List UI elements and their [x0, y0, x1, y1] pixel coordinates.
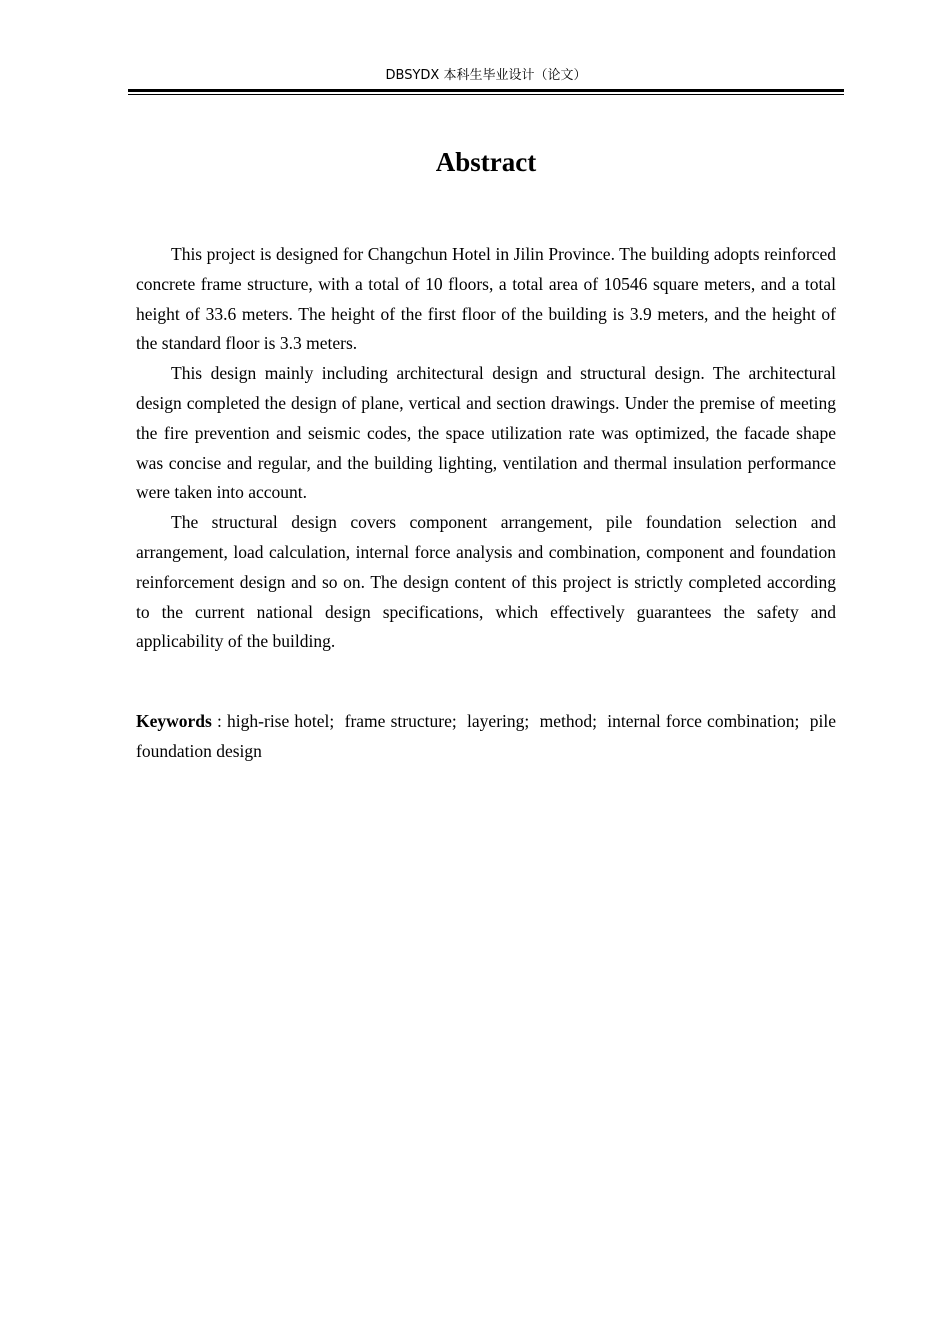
- abstract-paragraph-2: This design mainly including architectural design and structural design. The architectural design completed the design of plane, vertical and section drawings. Under the premise of meeting the fire prevention and seismic codes, the space utilization rate was optimized, the facade shape was concise and regular, and the building lighting, ventilation and thermal insulation performance were taken into account.: [136, 363, 836, 503]
- page-title: Abstract: [435, 147, 537, 177]
- page-header: DBSYDX 本科生毕业设计（论文）: [385, 68, 587, 83]
- abstract-paragraph-1: This project is designed for Changchun Hotel in Jilin Province. The building adopts reinforced concrete frame structure, with a total of 10 floors, a total area of 10546 square meters, and a total height of 33.6 meters. The height of the first floor of the building is 3.9 meters, and the height of the standard floor is 3.3 meters.: [136, 244, 836, 354]
- keywords-label: Keywords: [136, 711, 212, 731]
- keywords-section: [136, 707, 841, 767]
- keywords-text: high-rise hotel; frame structure; layering; method; internal force combination; pile foundation design: [136, 711, 841, 761]
- header-rule-thick: [128, 89, 844, 92]
- abstract-body: [136, 240, 836, 657]
- abstract-paragraph-3: The structural design covers component arrangement, pile foundation selection and arrangement, load calculation, internal force analysis and combination, component and foundation reinforcement design and so on. The design content of this project is strictly completed according to the current national design specifications, which effectively guarantees the safety and applicability of the building.: [136, 512, 836, 652]
- keywords-separator: :: [211, 711, 228, 731]
- header-rule-thin: [128, 94, 844, 95]
